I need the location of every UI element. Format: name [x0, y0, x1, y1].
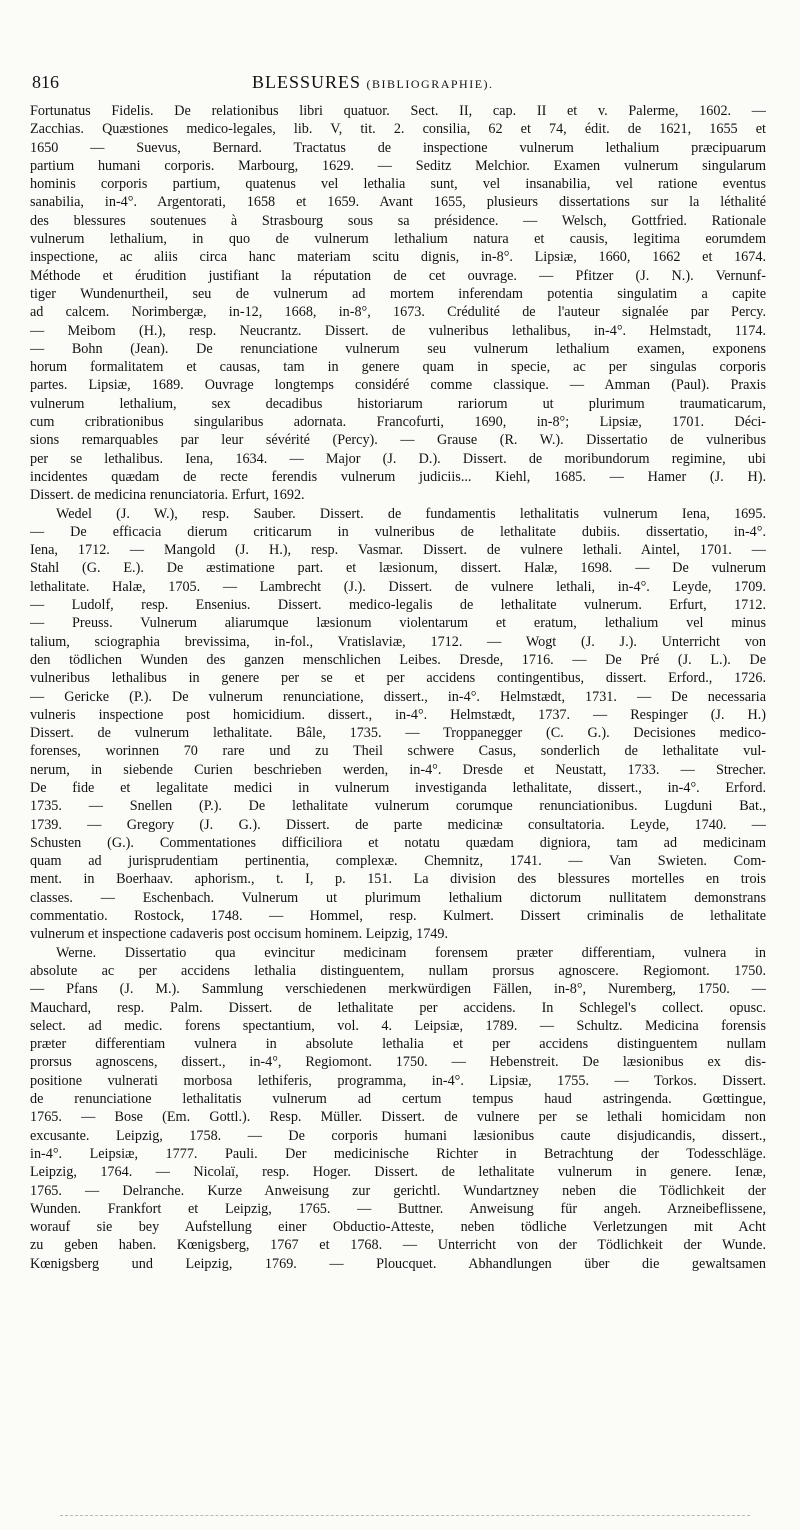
text-line: Mauchard, resp. Palm. Dissert. de lethalitate per accidens. In Schlegel's collect. opusc. [30, 999, 766, 1016]
text-line: 1765. — Bose (Em. Gottl.). Resp. Müller. Dissert. de vulnere per se lethali homicidam non [30, 1109, 766, 1126]
text-line: 1765. — Delranche. Kurze Anweisung zur gerichtl. Wundartzney neben die Tödlichkeit der [30, 1182, 766, 1199]
text-line: — Meibom (H.), resp. Neucrantz. Dissert. de vulneribus lethalibus, in-4°. Helmstadt, 1174. [30, 322, 766, 339]
text-line: — Ludolf, resp. Ensenius. Dissert. medico-legalis de lethalitate vulnerum. Erfurt, 1712. [30, 597, 766, 614]
text-line: partium humani corporis. Marbourg, 1629. — Seditz Melchior. Examen vulnerum singularum [30, 157, 766, 174]
text-line: vulneris inspectione post homicidium. dissert., in-4°. Helmstædt, 1737. — Respinger (J. H.) [30, 706, 766, 723]
text-line: de renunciatione lethalitatis vulnerum ad certum tempus haud astringenda. Gœttingue, [30, 1091, 766, 1108]
text-line: Stahl (G. E.). De æstimatione part. et læsionum, dissert. Halæ, 1698. — De vulnerum [30, 560, 766, 577]
text-line: commentatio. Rostock, 1748. — Hommel, resp. Kulmert. Dissert criminalis de lethalitate [30, 908, 766, 925]
text-line: — Preuss. Vulnerum aliarumque læsionum violentarum et eratum, lethalium vel minus [30, 615, 766, 632]
text-line: Dissert. de medicina renunciatoria. Erfurt, 1692. [30, 487, 305, 504]
text-line: Fortunatus Fidelis. De relationibus libri quatuor. Sect. II, cap. II et v. Palerme, 1602. — [30, 103, 766, 119]
text-line: quam ad jurisprudentiam pertinentia, complexæ. Chemnitz, 1741. — Van Swieten. Com- [30, 853, 766, 870]
text-line: Iena, 1712. — Mangold (J. H.), resp. Vasmar. Dissert. de vulnere lethali. Aintel, 1701. — [30, 542, 766, 559]
text-line: Werne. Dissertatio qua evincitur medicinam forensem præter differentiam, vulnera in [56, 944, 766, 961]
text-line: — De efficacia dierum criticarum in vulneribus de lethalitate dubiis. dissertatio, in-4°. [30, 523, 766, 540]
page-number: 816 [32, 72, 59, 92]
text-line: absolute ac per accidens lethalia distinguentem, nullam prorsus agnoscere. Regiomont. 1750. [30, 962, 766, 979]
running-head-title: BLESSURES [252, 72, 362, 92]
text-line: in-4°. Leipsiæ, 1777. Pauli. Der medicinische Richter in Betrachtung der Todesschläge. [30, 1145, 766, 1162]
text-line: ment. in Boerhaav. aphorism., t. I, p. 151. La division des blessures mortelles en trois [30, 871, 766, 888]
text-line: vulnerum et inspectione cadaveris post occisum hominem. Leipzig, 1749. [30, 926, 449, 943]
text-line: Méthode et érudition justifiant la réputation de cet ouvrage. — Pfitzer (J. N.). Vernunf- [30, 267, 766, 284]
text-line: Schusten (G.). Commentationes difficiliora et notatu quædam digniora, tam ad medicinam [30, 834, 766, 851]
text-line: vulnerum lethalium, in quo de vulnerum lethalium natura et causis, legitima eorumdem [30, 231, 766, 248]
text-line: 1739. — Gregory (J. G.). Dissert. de parte medicinæ consultatoria. Leyde, 1740. — [30, 816, 766, 833]
bibliography-text [30, 102, 766, 1273]
text-line: vulnerum lethalium, sex decadibus historiarum rariorum ut plurimum traumaticarum, [30, 395, 766, 412]
footer-rule [60, 1515, 750, 1516]
text-line: select. ad medic. forens spectantium, vol. 4. Leipsiæ, 1789. — Schultz. Medicina forensis [30, 1017, 766, 1034]
text-line: Dissert. de vulnerum lethalitate. Bâle, 1735. — Troppanegger (C. G.). Decisiones medico- [30, 725, 766, 742]
text-line: 1650 — Suevus, Bernard. Tractatus de inspectione vulnerum lethalium præcipuarum [30, 139, 766, 156]
text-line: talium, sciographia brevissima, in-fol., Vratislaviæ, 1712. — Wogt (J. J.). Unterricht von [30, 633, 766, 650]
text-line: — Pfans (J. M.). Sammlung verschiedenen merkwürdigen Fällen, in-8°, Nuremberg, 1750. — [30, 981, 766, 998]
text-line: 1735. — Snellen (P.). De lethalitate vulnerum corumque renunciationibus. Lugduni Bat., [30, 798, 766, 815]
text-line: sions remarquables par leur sévérité (Percy). — Grause (R. W.). Dissertatio de vulneribus [30, 432, 766, 449]
text-line: horum formalitatem et causas, tam in genere quam in specie, ac per singulas corporis [30, 359, 766, 376]
text-line: worauf sie bey Aufstellung einer Obductio-Atteste, neben tödliche Verletzungen mit Acht [30, 1219, 766, 1236]
text-line: Wedel (J. W.), resp. Sauber. Dissert. de fundamentis lethalitatis vulnerum Iena, 1695. [56, 505, 766, 522]
text-line: tiger Wundenurtheil, seu de vulnerum ad mortem inferendam potentia singulatim a capite [30, 285, 766, 302]
text-line: — Gericke (P.). De vulnerum renunciatione, dissert., in-4°. Helmstædt, 1731. — De necessaria [30, 688, 766, 705]
running-head [252, 72, 494, 93]
text-line: Kœnigsberg und Leipzig, 1769. — Ploucquet. Abhandlungen über die gewaltsamen [30, 1255, 766, 1272]
text-line: partes. Lipsiæ, 1689. Ouvrage longtemps considéré comme classique. — Amman (Paul). Praxis [30, 377, 766, 394]
text-line: cum cribrationibus singularibus adornata. Francofurti, 1690, in-8°; Lipsiæ, 1701. Déci- [30, 414, 766, 431]
text-line: forenses, worinnen 70 rare und zu Theil schwere Casus, sonderlich de lethalitate vul- [30, 743, 766, 760]
text-line: hominis corporis partium, quatenus vel lethalia sunt, vel insanabilia, vel ratione eventus [30, 176, 766, 193]
text-line: vulneribus lethalibus in genere per se et per accidens contingentibus, dissert. Erford., 1726. [30, 670, 766, 687]
text-line: des blessures soutenues à Strasbourg sous sa présidence. — Welsch, Gottfried. Rationale [30, 212, 766, 229]
text-line: nerum, in siebende Curien beschrieben werden, in-4°. Dresde et Neustatt, 1733. — Strecher. [30, 761, 766, 778]
text-line: De fide et legalitate medici in vulnerum investiganda lethalitate, dissert., in-4°. Erford. [30, 779, 766, 796]
text-line: positione vulnerati morbosa lethiferis, programma, in-4°. Lipsiæ, 1755. — Torkos. Dissert. [30, 1072, 766, 1089]
text-line: — Bohn (Jean). De renunciatione vulnerum seu vulnerum lethalium examen, exponens [30, 340, 766, 357]
text-line: classes. — Eschenbach. Vulnerum ut plurimum lethalium dictorum nullitatem demonstrans [30, 889, 766, 906]
text-line: præter differentiam vulnera in absolute lethalia et per accidens distinguentem nullam [30, 1036, 766, 1053]
text-line: den tödlichen Wunden des ganzen menschlichen Leibes. Dresde, 1716. — De Pré (J. L.). De [30, 651, 766, 668]
text-line: Wunden. Frankfort et Leipzig, 1765. — Buttner. Anweisung für angeh. Arzneibeflissene, [30, 1200, 766, 1217]
text-line: incidentes quædam de recte ferendis vulnerum judiciis... Kiehl, 1685. — Hamer (J. H). [30, 468, 766, 485]
text-line: Leipzig, 1764. — Nicolaï, resp. Hoger. Dissert. de lethalitate vulnerum in genere. Ienæ, [30, 1164, 766, 1181]
running-head-subtitle: (BIBLIOGRAPHIE). [366, 77, 494, 91]
text-line: lethalitate. Halæ, 1705. — Lambrecht (J.). Dissert. de vulnere lethali, in-4°. Leyde, 1709. [30, 578, 766, 595]
text-line: sanabilia, in-4°. Argentorati, 1658 et 1659. Avant 1655, plusieurs dissertations sur la léthalité [30, 194, 766, 211]
text-line: Zacchias. Quæstiones medico-legales, lib. V, tit. 2. consilia, 62 et 74, édit. de 1621, 1655 et [30, 121, 766, 138]
text-line: excusante. Leipzig, 1758. — De corporis humani læsionibus caute disjudicandis, dissert., [30, 1127, 766, 1144]
text-line: ad calcem. Norimbergæ, in-12, 1668, in-8°, 1673. Crédulité de l'auteur signalée par Percy. [30, 304, 766, 321]
text-line: zu geben haben. Kœnigsberg, 1767 et 1768. — Unterricht von der Tödlichkeit der Wunde. [30, 1237, 766, 1254]
page-header [32, 72, 772, 96]
text-line: per se lethalibus. Iena, 1634. — Major (J. D.). Dissert. de moribundorum regimine, ubi [30, 450, 766, 467]
text-line: inspectione, ac aliis circa hanc materiam scitu dignis, in-8°. Lipsiæ, 1660, 1662 et 1674. [30, 249, 766, 266]
text-line: prorsus agnoscens, dissert., in-4°, Regiomont. 1750. — Hebenstreit. De læsionibus ex dis- [30, 1054, 766, 1071]
